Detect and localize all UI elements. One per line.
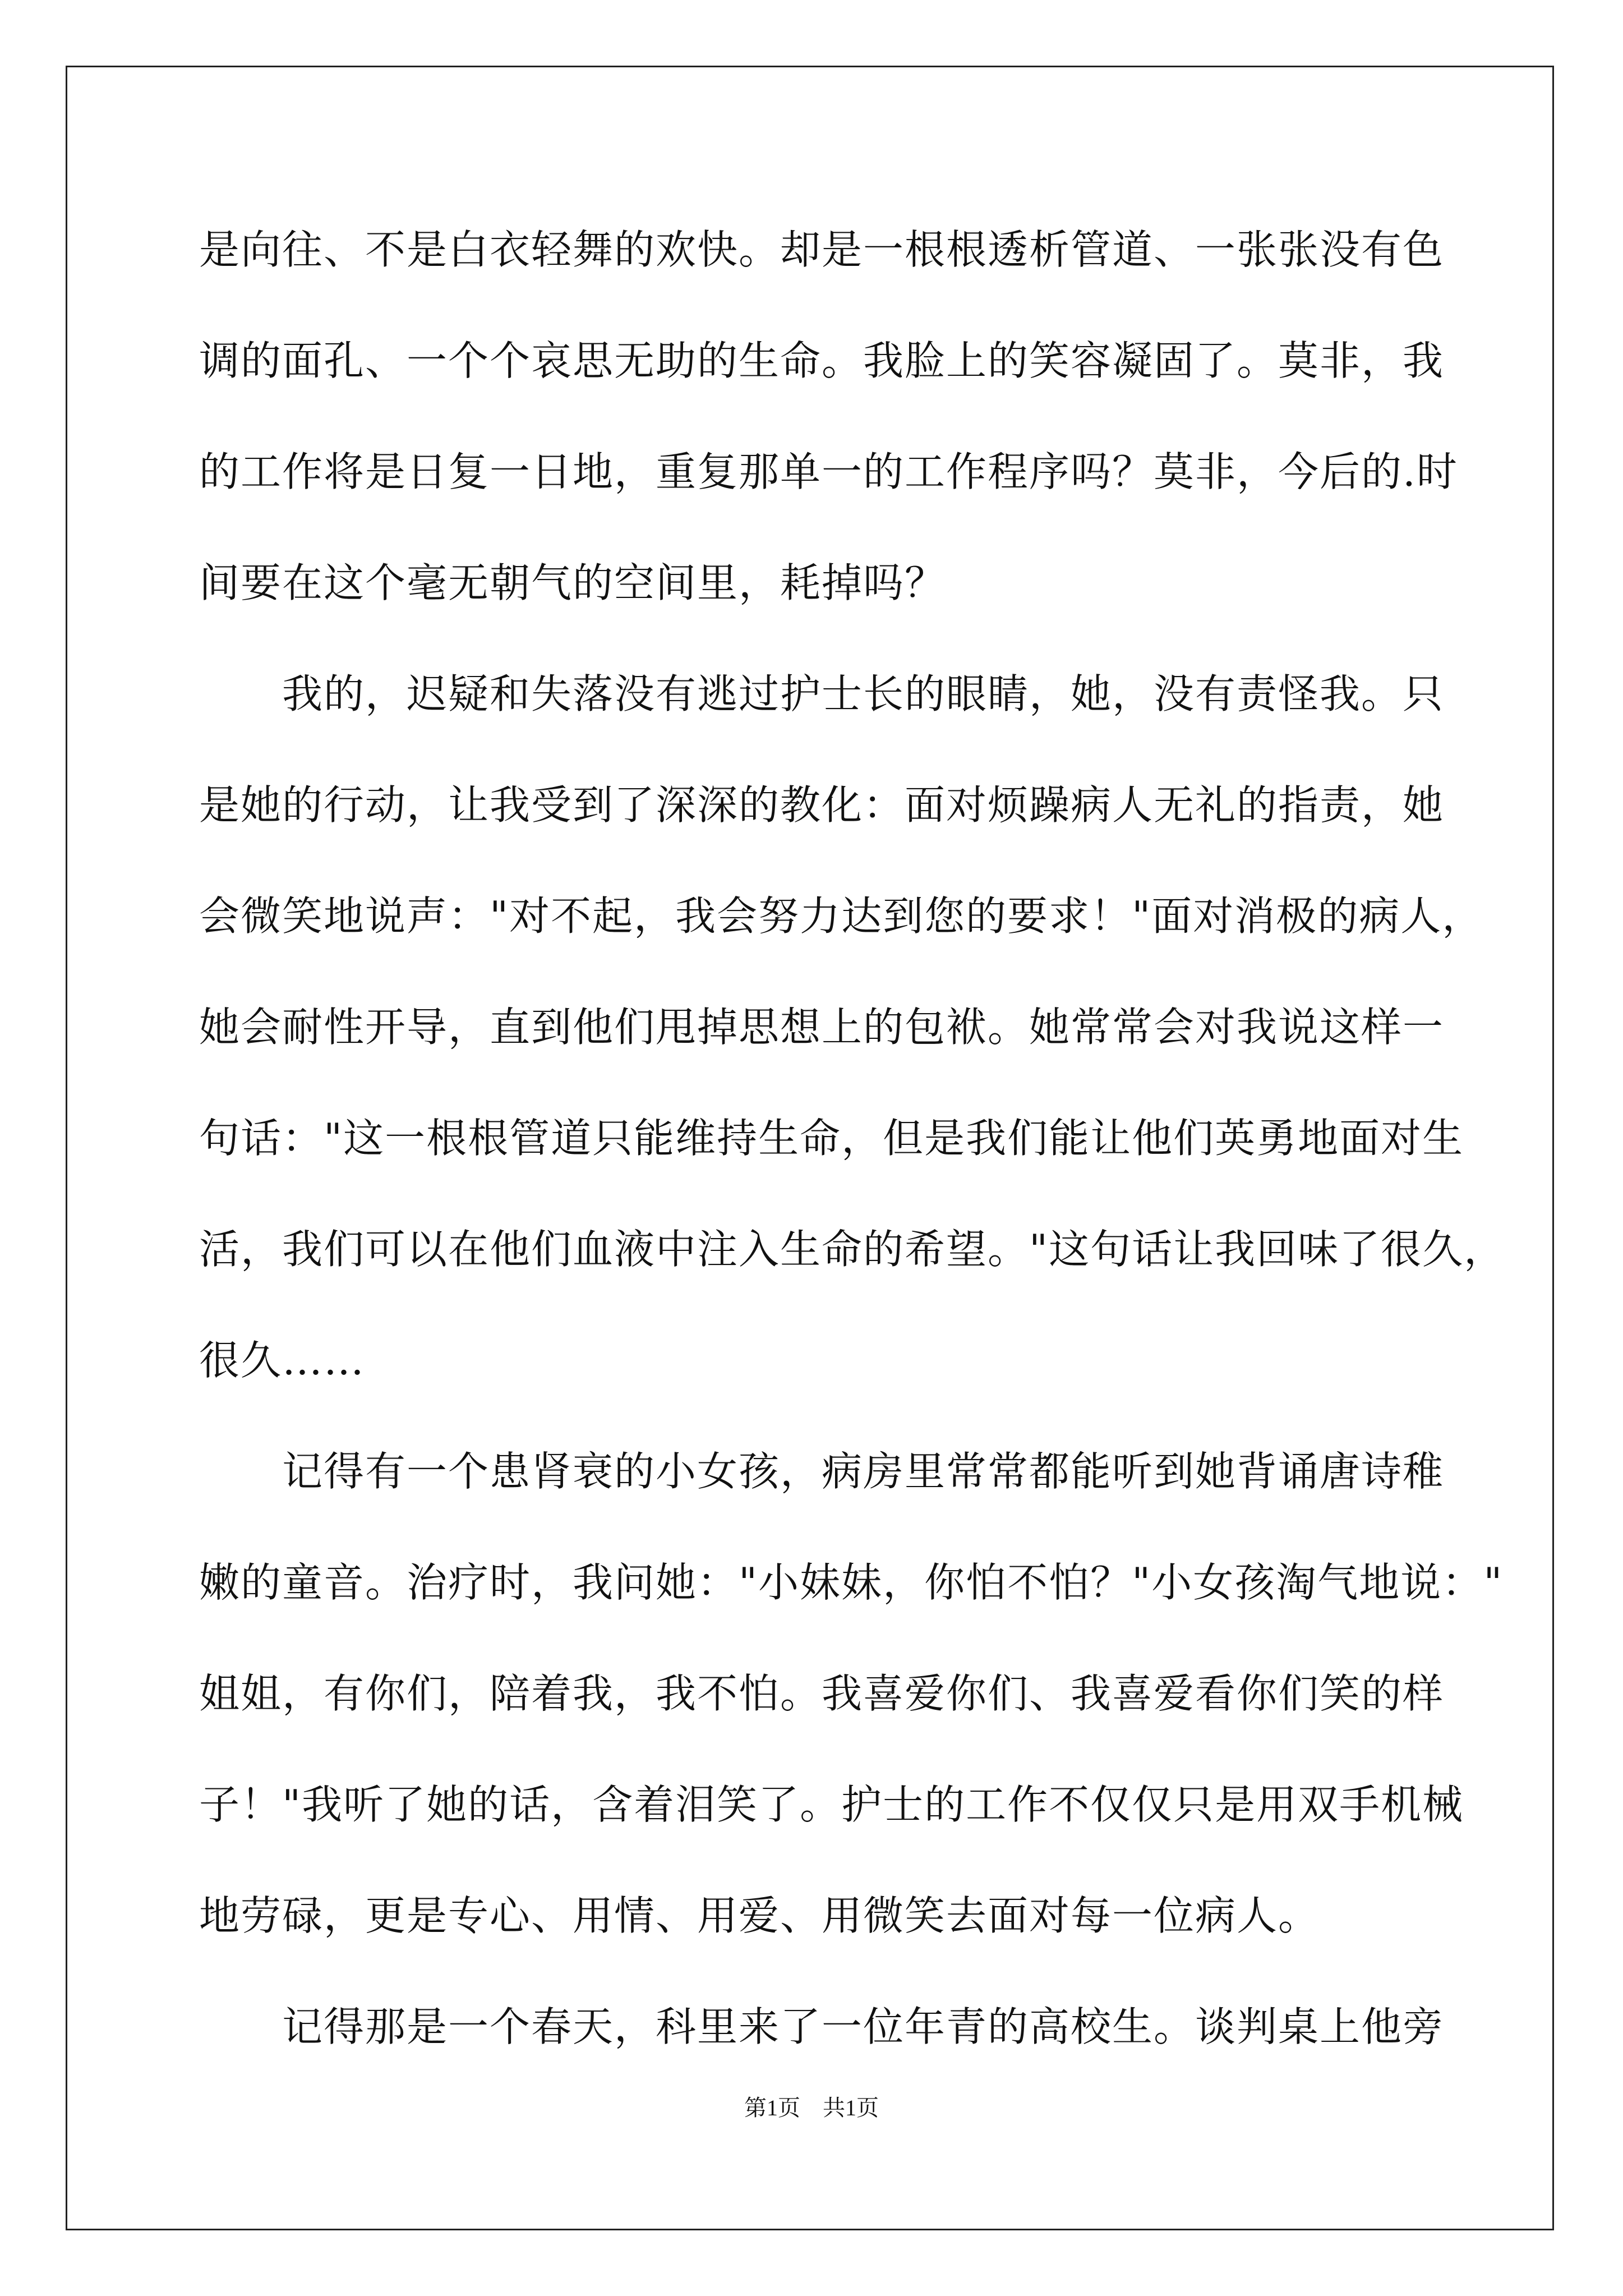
text-line: 句话："这一根根管道只能维持生命，但是我们能让他们英勇地面对生 [199, 1115, 1464, 1162]
text-line: 的工作将是日复一日地，重复那单一的工作程序吗？莫非，今后的.时 [199, 448, 1458, 495]
text-line: 会微笑地说声："对不起，我会努力达到您的要求！"面对消极的病人， [199, 892, 1484, 940]
page-number: 第1页 共1页 [744, 2095, 879, 2120]
text-line: 是她的行动，让我受到了深深的教化：面对烦躁病人无礼的指责，她 [199, 781, 1445, 829]
text-line: 地劳碌，更是专心、用情、用爱、用微笑去面对每一位病人。 [199, 1892, 1320, 1939]
text-line: 记得那是一个春天，科里来了一位年青的高校生。谈判桌上他旁 [199, 2003, 1445, 2050]
text-line: 子！"我听了她的话，含着泪笑了。护士的工作不仅仅只是用双手机械 [199, 1781, 1464, 1828]
text-line: 她会耐性开导，直到他们甩掉思想上的包袱。她常常会对我说这样一 [199, 1004, 1445, 1051]
text-line: 我的，迟疑和失落没有逃过护士长的眼睛，她，没有责怪我。只 [199, 670, 1445, 717]
text-line: 很久…… [199, 1337, 366, 1384]
text-line: 嫩的童音。治疗时，我问她："小妹妹，你怕不怕？"小女孩淘气地说：" [199, 1559, 1504, 1606]
text-line: 记得有一个患肾衰的小女孩，病房里常常都能听到她背诵唐诗稚 [199, 1448, 1445, 1495]
text-line: 是向往、不是白衣轻舞的欢快。却是一根根透析管道、一张张没有色 [199, 226, 1445, 273]
text-line: 间要在这个毫无朝气的空间里，耗掉吗？ [199, 559, 947, 606]
text-line: 姐姐，有你们，陪着我，我不怕。我喜爱你们、我喜爱看你们笑的样 [199, 1670, 1445, 1717]
text-line: 调的面孔、一个个哀思无助的生命。我脸上的笑容凝固了。莫非，我 [199, 337, 1445, 384]
text-line: 活，我们可以在他们血液中注入生命的希望。"这句话让我回味了很久， [199, 1226, 1506, 1273]
